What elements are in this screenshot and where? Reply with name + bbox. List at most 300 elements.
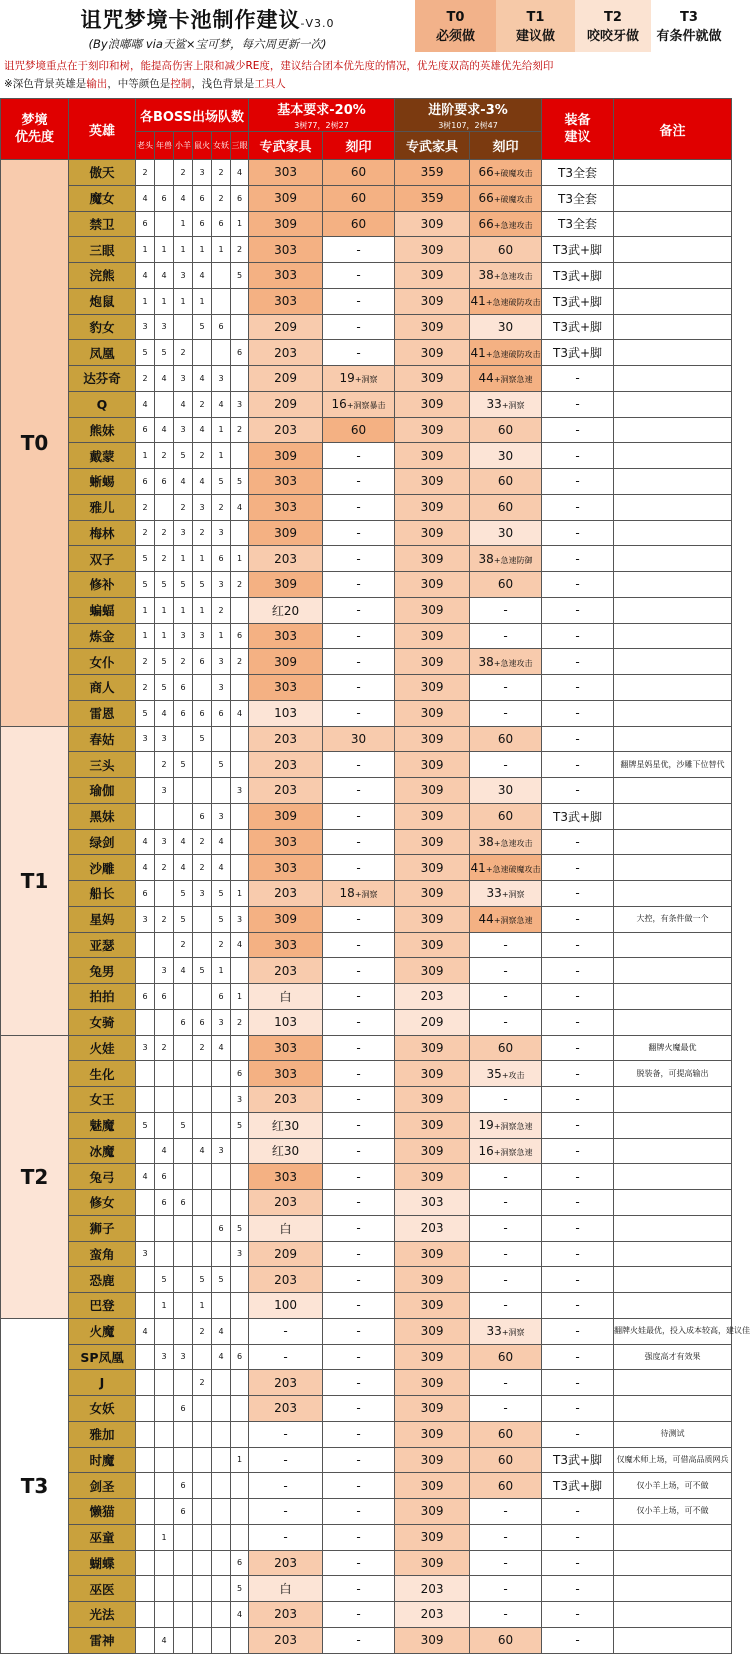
table-row <box>1 1602 732 1628</box>
boss-count: 2 <box>212 597 231 623</box>
table-row <box>1 185 732 211</box>
boss-count: 4 <box>212 855 231 881</box>
hero-name: 商人 <box>69 675 136 701</box>
table-row <box>1 803 732 829</box>
boss-count: 3 <box>193 623 212 649</box>
table-row <box>1 1576 732 1602</box>
hero-name: 雅加 <box>69 1421 136 1447</box>
remark <box>614 597 732 623</box>
table-row <box>1 469 732 495</box>
table-row <box>1 1344 732 1370</box>
boss-count <box>136 1344 155 1370</box>
remark <box>614 881 732 907</box>
boss-count <box>136 1447 155 1473</box>
boss-count <box>136 1627 155 1653</box>
basic-furniture: 白 <box>249 984 323 1010</box>
table-row <box>1 237 732 263</box>
hero-name: 生化 <box>69 1061 136 1087</box>
boss-count: 2 <box>155 1035 174 1061</box>
boss-count: 3 <box>155 829 174 855</box>
boss-count <box>155 1421 174 1447</box>
adv-furniture: 309 <box>395 469 470 495</box>
boss-count: 3 <box>174 520 193 546</box>
boss-count <box>155 932 174 958</box>
remark <box>614 1370 732 1396</box>
boss-count: 4 <box>155 417 174 443</box>
boss-count: 6 <box>231 1061 249 1087</box>
boss-count: 1 <box>212 958 231 984</box>
adv-furniture: 309 <box>395 726 470 752</box>
col-basic: 基本要求-20% 3树77，2树27 <box>249 99 395 132</box>
boss-count: 6 <box>193 803 212 829</box>
remark: 仅魔术师上场，可借高品质网兵 <box>614 1447 732 1473</box>
remark <box>614 700 732 726</box>
basic-furniture: - <box>249 1499 323 1525</box>
equip-suggestion: - <box>542 1087 614 1113</box>
boss-count <box>155 1576 174 1602</box>
col-boss-name: 老头 <box>136 132 155 160</box>
table-row <box>1 417 732 443</box>
boss-count: 5 <box>155 340 174 366</box>
col-boss-name: 年兽 <box>155 132 174 160</box>
adv-engrave: 33+洞察 <box>470 391 542 417</box>
adv-engrave: 30 <box>470 778 542 804</box>
boss-count <box>231 1164 249 1190</box>
basic-engrave: - <box>323 1112 395 1138</box>
boss-count: 3 <box>212 1138 231 1164</box>
byline: (By浪嘟嘟 via天鲨×宝可梦，每六周更新一次) <box>88 37 327 51</box>
boss-count <box>212 1627 231 1653</box>
boss-count: 6 <box>212 211 231 237</box>
boss-count <box>136 1421 155 1447</box>
boss-count: 5 <box>212 469 231 495</box>
tier-label: T3 <box>1 1318 69 1653</box>
boss-count <box>155 803 174 829</box>
boss-count: 2 <box>231 1009 249 1035</box>
boss-count: 4 <box>155 366 174 392</box>
hero-name: 女妖 <box>69 1396 136 1422</box>
boss-count: 6 <box>136 417 155 443</box>
boss-count <box>174 1576 193 1602</box>
remark: 强度高才有效果 <box>614 1344 732 1370</box>
adv-engrave: - <box>470 623 542 649</box>
boss-count <box>231 958 249 984</box>
boss-count: 2 <box>212 932 231 958</box>
basic-engrave: - <box>323 1524 395 1550</box>
equip-suggestion: T3武+脚 <box>542 263 614 289</box>
basic-furniture: 309 <box>249 906 323 932</box>
remark: 翻牌火娃最优，投入成本较高，建议佳 <box>614 1318 732 1344</box>
hero-name: 凤凰 <box>69 340 136 366</box>
boss-count: 2 <box>193 1035 212 1061</box>
boss-count: 4 <box>136 855 155 881</box>
boss-count: 2 <box>174 340 193 366</box>
adv-engrave: 60 <box>470 417 542 443</box>
boss-count <box>193 340 212 366</box>
remark <box>614 211 732 237</box>
boss-count: 2 <box>174 494 193 520</box>
adv-engrave: 66+破魔攻击 <box>470 185 542 211</box>
boss-count: 4 <box>231 700 249 726</box>
boss-count: 2 <box>193 443 212 469</box>
boss-count: 2 <box>174 932 193 958</box>
boss-count <box>193 1087 212 1113</box>
basic-furniture: 303 <box>249 675 323 701</box>
table-row <box>1 340 732 366</box>
table-row <box>1 1447 732 1473</box>
boss-count <box>212 1447 231 1473</box>
boss-count: 6 <box>193 700 212 726</box>
boss-count: 2 <box>212 494 231 520</box>
adv-furniture: 309 <box>395 1396 470 1422</box>
basic-engrave: - <box>323 778 395 804</box>
boss-count <box>155 1447 174 1473</box>
boss-count <box>136 958 155 984</box>
basic-furniture: 白 <box>249 1576 323 1602</box>
boss-count <box>155 881 174 907</box>
boss-count: 1 <box>212 417 231 443</box>
boss-count <box>155 1112 174 1138</box>
boss-count <box>231 288 249 314</box>
table-row <box>1 1164 732 1190</box>
remark <box>614 417 732 443</box>
boss-count: 3 <box>155 778 174 804</box>
boss-count: 3 <box>174 366 193 392</box>
boss-count: 4 <box>193 366 212 392</box>
equip-suggestion: - <box>542 855 614 881</box>
basic-engrave: - <box>323 1550 395 1576</box>
adv-engrave: 41+急速破防攻击 <box>470 288 542 314</box>
basic-furniture: 203 <box>249 1370 323 1396</box>
boss-count: 1 <box>212 443 231 469</box>
remark <box>614 391 732 417</box>
boss-count <box>231 855 249 881</box>
adv-furniture: 309 <box>395 803 470 829</box>
hero-name: 巴登 <box>69 1293 136 1319</box>
boss-count: 4 <box>212 1344 231 1370</box>
boss-count: 2 <box>136 675 155 701</box>
boss-count: 6 <box>174 700 193 726</box>
basic-engrave: - <box>323 1009 395 1035</box>
version-label: -V3.0 <box>300 17 335 30</box>
basic-engrave: 60 <box>323 160 395 186</box>
basic-engrave: - <box>323 1576 395 1602</box>
boss-count <box>193 1190 212 1216</box>
basic-furniture: 309 <box>249 803 323 829</box>
adv-engrave: 41+急速破防攻击 <box>470 340 542 366</box>
boss-count <box>174 1087 193 1113</box>
boss-count: 5 <box>136 340 155 366</box>
boss-count: 2 <box>193 520 212 546</box>
remark <box>614 803 732 829</box>
boss-count <box>193 778 212 804</box>
boss-count <box>136 752 155 778</box>
hero-name: 傲天 <box>69 160 136 186</box>
table-row <box>1 572 732 598</box>
boss-count: 1 <box>174 288 193 314</box>
tier-legend-t2 <box>575 0 651 52</box>
basic-engrave: - <box>323 1318 395 1344</box>
basic-furniture: 103 <box>249 1009 323 1035</box>
basic-furniture: 红30 <box>249 1138 323 1164</box>
basic-furniture: 203 <box>249 417 323 443</box>
boss-count <box>155 160 174 186</box>
adv-engrave: 30 <box>470 443 542 469</box>
boss-count <box>174 1293 193 1319</box>
hero-name: 星妈 <box>69 906 136 932</box>
hero-name: 炼金 <box>69 623 136 649</box>
table-row <box>1 881 732 907</box>
boss-count <box>155 1087 174 1113</box>
boss-count <box>212 1164 231 1190</box>
equip-suggestion: T3全套 <box>542 160 614 186</box>
basic-furniture: - <box>249 1524 323 1550</box>
equip-suggestion: - <box>542 1241 614 1267</box>
table-row <box>1 829 732 855</box>
boss-count: 5 <box>136 546 155 572</box>
hero-name: 魅魔 <box>69 1112 136 1138</box>
basic-engrave: - <box>323 1473 395 1499</box>
adv-furniture: 209 <box>395 1009 470 1035</box>
equip-suggestion: - <box>542 1499 614 1525</box>
col-basic-furniture: 专武家具 <box>249 132 323 160</box>
adv-furniture: 309 <box>395 1293 470 1319</box>
boss-count <box>193 1550 212 1576</box>
adv-furniture: 309 <box>395 1138 470 1164</box>
boss-count <box>231 829 249 855</box>
basic-engrave: - <box>323 700 395 726</box>
adv-furniture: 309 <box>395 494 470 520</box>
boss-count: 5 <box>193 726 212 752</box>
adv-engrave: - <box>470 1164 542 1190</box>
boss-count <box>174 314 193 340</box>
basic-furniture: 209 <box>249 366 323 392</box>
adv-engrave: 60 <box>470 1627 542 1653</box>
hero-name: 双子 <box>69 546 136 572</box>
boss-count: 3 <box>212 803 231 829</box>
basic-furniture: 309 <box>249 211 323 237</box>
boss-count <box>193 752 212 778</box>
adv-engrave: 60 <box>470 572 542 598</box>
adv-engrave: 38+急速攻击 <box>470 829 542 855</box>
boss-count <box>155 1370 174 1396</box>
basic-engrave: - <box>323 237 395 263</box>
boss-count: 6 <box>231 1344 249 1370</box>
boss-count: 6 <box>212 314 231 340</box>
boss-count: 6 <box>193 1009 212 1035</box>
adv-furniture: 309 <box>395 520 470 546</box>
boss-count: 1 <box>136 597 155 623</box>
boss-count: 5 <box>174 881 193 907</box>
boss-count: 5 <box>231 1576 249 1602</box>
adv-furniture: 309 <box>395 417 470 443</box>
basic-engrave: 18+洞察 <box>323 881 395 907</box>
equip-suggestion: - <box>542 726 614 752</box>
boss-count: 5 <box>155 1267 174 1293</box>
boss-count <box>174 1370 193 1396</box>
boss-count <box>231 1138 249 1164</box>
boss-count <box>231 726 249 752</box>
title-box <box>0 0 415 52</box>
hero-name: 时魔 <box>69 1447 136 1473</box>
table-row <box>1 752 732 778</box>
boss-count <box>212 1473 231 1499</box>
boss-count: 1 <box>155 1293 174 1319</box>
boss-count <box>193 1524 212 1550</box>
hero-name: 浣熊 <box>69 263 136 289</box>
adv-engrave: - <box>470 958 542 984</box>
adv-furniture: 309 <box>395 1318 470 1344</box>
equip-suggestion: - <box>542 391 614 417</box>
boss-count <box>212 1190 231 1216</box>
boss-count: 5 <box>136 1112 155 1138</box>
basic-engrave: - <box>323 675 395 701</box>
equip-suggestion: - <box>542 1164 614 1190</box>
adv-engrave: - <box>470 1576 542 1602</box>
equip-suggestion: - <box>542 984 614 1010</box>
boss-count <box>193 1421 212 1447</box>
boss-count: 5 <box>174 906 193 932</box>
basic-furniture: 203 <box>249 1267 323 1293</box>
boss-count: 5 <box>155 649 174 675</box>
table-row <box>1 314 732 340</box>
boss-count <box>174 1215 193 1241</box>
adv-furniture: 309 <box>395 391 470 417</box>
boss-count: 1 <box>155 1524 174 1550</box>
tier-legend-t1 <box>496 0 575 52</box>
boss-count: 2 <box>155 906 174 932</box>
hero-name: 梅林 <box>69 520 136 546</box>
hero-name: 女仆 <box>69 649 136 675</box>
boss-count <box>193 1061 212 1087</box>
equip-suggestion: - <box>542 520 614 546</box>
adv-furniture: 309 <box>395 932 470 958</box>
boss-count: 6 <box>174 1009 193 1035</box>
hero-name: 懒猫 <box>69 1499 136 1525</box>
boss-count: 4 <box>231 1602 249 1628</box>
basic-furniture: 303 <box>249 1035 323 1061</box>
boss-count: 4 <box>174 469 193 495</box>
boss-count <box>136 1576 155 1602</box>
adv-furniture: 309 <box>395 1447 470 1473</box>
boss-count: 1 <box>155 237 174 263</box>
boss-count: 6 <box>193 185 212 211</box>
adv-furniture: 309 <box>395 1087 470 1113</box>
remark <box>614 443 732 469</box>
adv-furniture: 309 <box>395 1267 470 1293</box>
boss-count: 5 <box>174 752 193 778</box>
tier-code: T2 <box>604 10 622 25</box>
equip-suggestion: - <box>542 417 614 443</box>
adv-engrave: - <box>470 1293 542 1319</box>
basic-furniture: 209 <box>249 391 323 417</box>
table-row <box>1 391 732 417</box>
boss-count <box>212 1421 231 1447</box>
boss-count <box>136 1473 155 1499</box>
adv-furniture: 309 <box>395 1473 470 1499</box>
boss-count <box>212 1241 231 1267</box>
equip-suggestion: - <box>542 1138 614 1164</box>
basic-furniture: 203 <box>249 340 323 366</box>
basic-furniture: 红20 <box>249 597 323 623</box>
boss-count <box>155 391 174 417</box>
adv-engrave: - <box>470 1009 542 1035</box>
boss-count <box>193 1473 212 1499</box>
table-row <box>1 1627 732 1653</box>
col-boss-group: 各BOSS出场队数 <box>136 99 249 132</box>
remark: 翻牌星妈星优，沙雕下位替代 <box>614 752 732 778</box>
boss-count <box>212 1499 231 1525</box>
basic-engrave: - <box>323 314 395 340</box>
boss-count: 2 <box>193 855 212 881</box>
hero-name: SP凤凰 <box>69 1344 136 1370</box>
adv-engrave: 41+急速破魔攻击 <box>470 855 542 881</box>
hero-name: 雷恩 <box>69 700 136 726</box>
adv-furniture: 309 <box>395 340 470 366</box>
boss-count: 3 <box>136 906 155 932</box>
table-row <box>1 597 732 623</box>
equip-suggestion: T3武+脚 <box>542 803 614 829</box>
adv-furniture: 309 <box>395 572 470 598</box>
remark <box>614 1164 732 1190</box>
boss-count: 1 <box>231 984 249 1010</box>
adv-furniture: 203 <box>395 1602 470 1628</box>
boss-count <box>193 1396 212 1422</box>
boss-count: 6 <box>155 1164 174 1190</box>
boss-count: 6 <box>136 469 155 495</box>
boss-count: 4 <box>155 1138 174 1164</box>
boss-count <box>174 1164 193 1190</box>
adv-engrave: 33+洞察 <box>470 881 542 907</box>
adv-furniture: 203 <box>395 1576 470 1602</box>
boss-count <box>174 1602 193 1628</box>
table-row <box>1 778 732 804</box>
basic-engrave: - <box>323 288 395 314</box>
basic-engrave: - <box>323 1215 395 1241</box>
adv-furniture: 309 <box>395 263 470 289</box>
boss-count <box>231 1370 249 1396</box>
equip-suggestion: - <box>542 1318 614 1344</box>
boss-count <box>231 1524 249 1550</box>
table-row <box>1 1421 732 1447</box>
boss-count: 2 <box>231 417 249 443</box>
boss-count <box>193 1627 212 1653</box>
adv-engrave: 35+攻击 <box>470 1061 542 1087</box>
hero-name: 雷神 <box>69 1627 136 1653</box>
remark <box>614 469 732 495</box>
equip-suggestion: - <box>542 597 614 623</box>
hero-name: 黑妹 <box>69 803 136 829</box>
basic-engrave: - <box>323 469 395 495</box>
table-row <box>1 211 732 237</box>
boss-count: 4 <box>136 1164 155 1190</box>
boss-count: 3 <box>212 1009 231 1035</box>
boss-count: 3 <box>155 1344 174 1370</box>
adv-engrave: 38+急速攻击 <box>470 263 542 289</box>
adv-engrave: - <box>470 1190 542 1216</box>
boss-count <box>174 726 193 752</box>
col-remark: 备注 <box>614 99 732 160</box>
boss-count: 3 <box>212 366 231 392</box>
boss-count: 1 <box>136 237 155 263</box>
equip-suggestion: - <box>542 906 614 932</box>
basic-furniture: 303 <box>249 494 323 520</box>
adv-engrave: 66+急速攻击 <box>470 211 542 237</box>
adv-engrave: 30 <box>470 314 542 340</box>
equip-suggestion: - <box>542 1602 614 1628</box>
adv-furniture: 309 <box>395 1421 470 1447</box>
adv-engrave: - <box>470 597 542 623</box>
